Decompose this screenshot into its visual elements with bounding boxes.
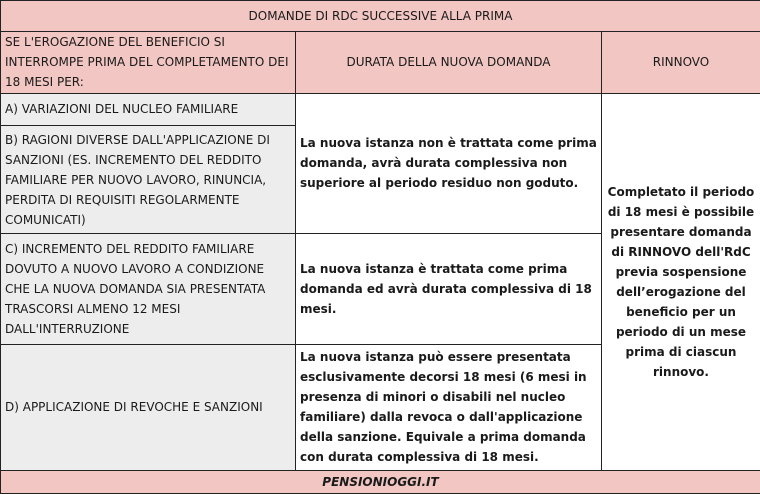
reason-cell-a: A) VARIAZIONI DEL NUCLEO FAMILIARE <box>1 93 296 125</box>
duration-cell-ab: La nuova istanza non è trattata come prima domanda, avrà durata complessiva non superiore al periodo residuo non goduto. <box>296 93 602 234</box>
reason-cell-c: C) INCREMENTO DEL REDDITO FAMILIARE DOVUTO A NUOVO LAVORO A CONDIZIONE CHE LA NUOVA DOMANDA SIA PRESENTATA TRASCORSI ALMENO 12 MESI DALL'INTERRUZIONE <box>1 234 296 345</box>
reason-cell-d: D) APPLICAZIONE DI REVOCHE E SANZIONI <box>1 345 296 471</box>
duration-cell-c: La nuova istanza è trattata come prima domanda ed avrà durata complessiva di 18 mesi. <box>296 234 602 345</box>
header-renewal-column: RINNOVO <box>602 32 760 93</box>
table-title: DOMANDE DI RDC SUCCESSIVE ALLA PRIMA <box>1 1 760 32</box>
header-reason-column: SE L'EROGAZIONE DEL BENEFICIO SI INTERROMPE PRIMA DEL COMPLETAMENTO DEI 18 MESI PER: <box>1 32 296 93</box>
header-duration-column: DURATA DELLA NUOVA DOMANDA <box>296 32 602 93</box>
renewal-cell: Completato il periodo di 18 mesi è possibile presentare domanda di RINNOVO dell'RdC previa sospensione dell’erogazione del beneficio per un periodo di un mese prima di ciascun rinnovo. <box>602 93 760 470</box>
footer-source-credit: PENSIONIOGGI.IT <box>1 470 760 493</box>
duration-cell-d: La nuova istanza può essere presentata esclusivamente decorsi 18 mesi (6 mesi in presenza di minori o disabili nel nucleo familiare) dalla revoca o dall'applicazione della sanzione. Equivale a prima domanda con durata complessiva di 18 mesi. <box>296 345 602 471</box>
table-row <box>1 93 760 125</box>
reason-cell-b: B) RAGIONI DIVERSE DALL'APPLICAZIONE DI SANZIONI (ES. INCREMENTO DEL REDDITO FAMILIARE PER NUOVO LAVORO, RINUNCIA, PERDITA DI REQUISITI REGOLARMENTE COMUNICATI) <box>1 125 296 234</box>
